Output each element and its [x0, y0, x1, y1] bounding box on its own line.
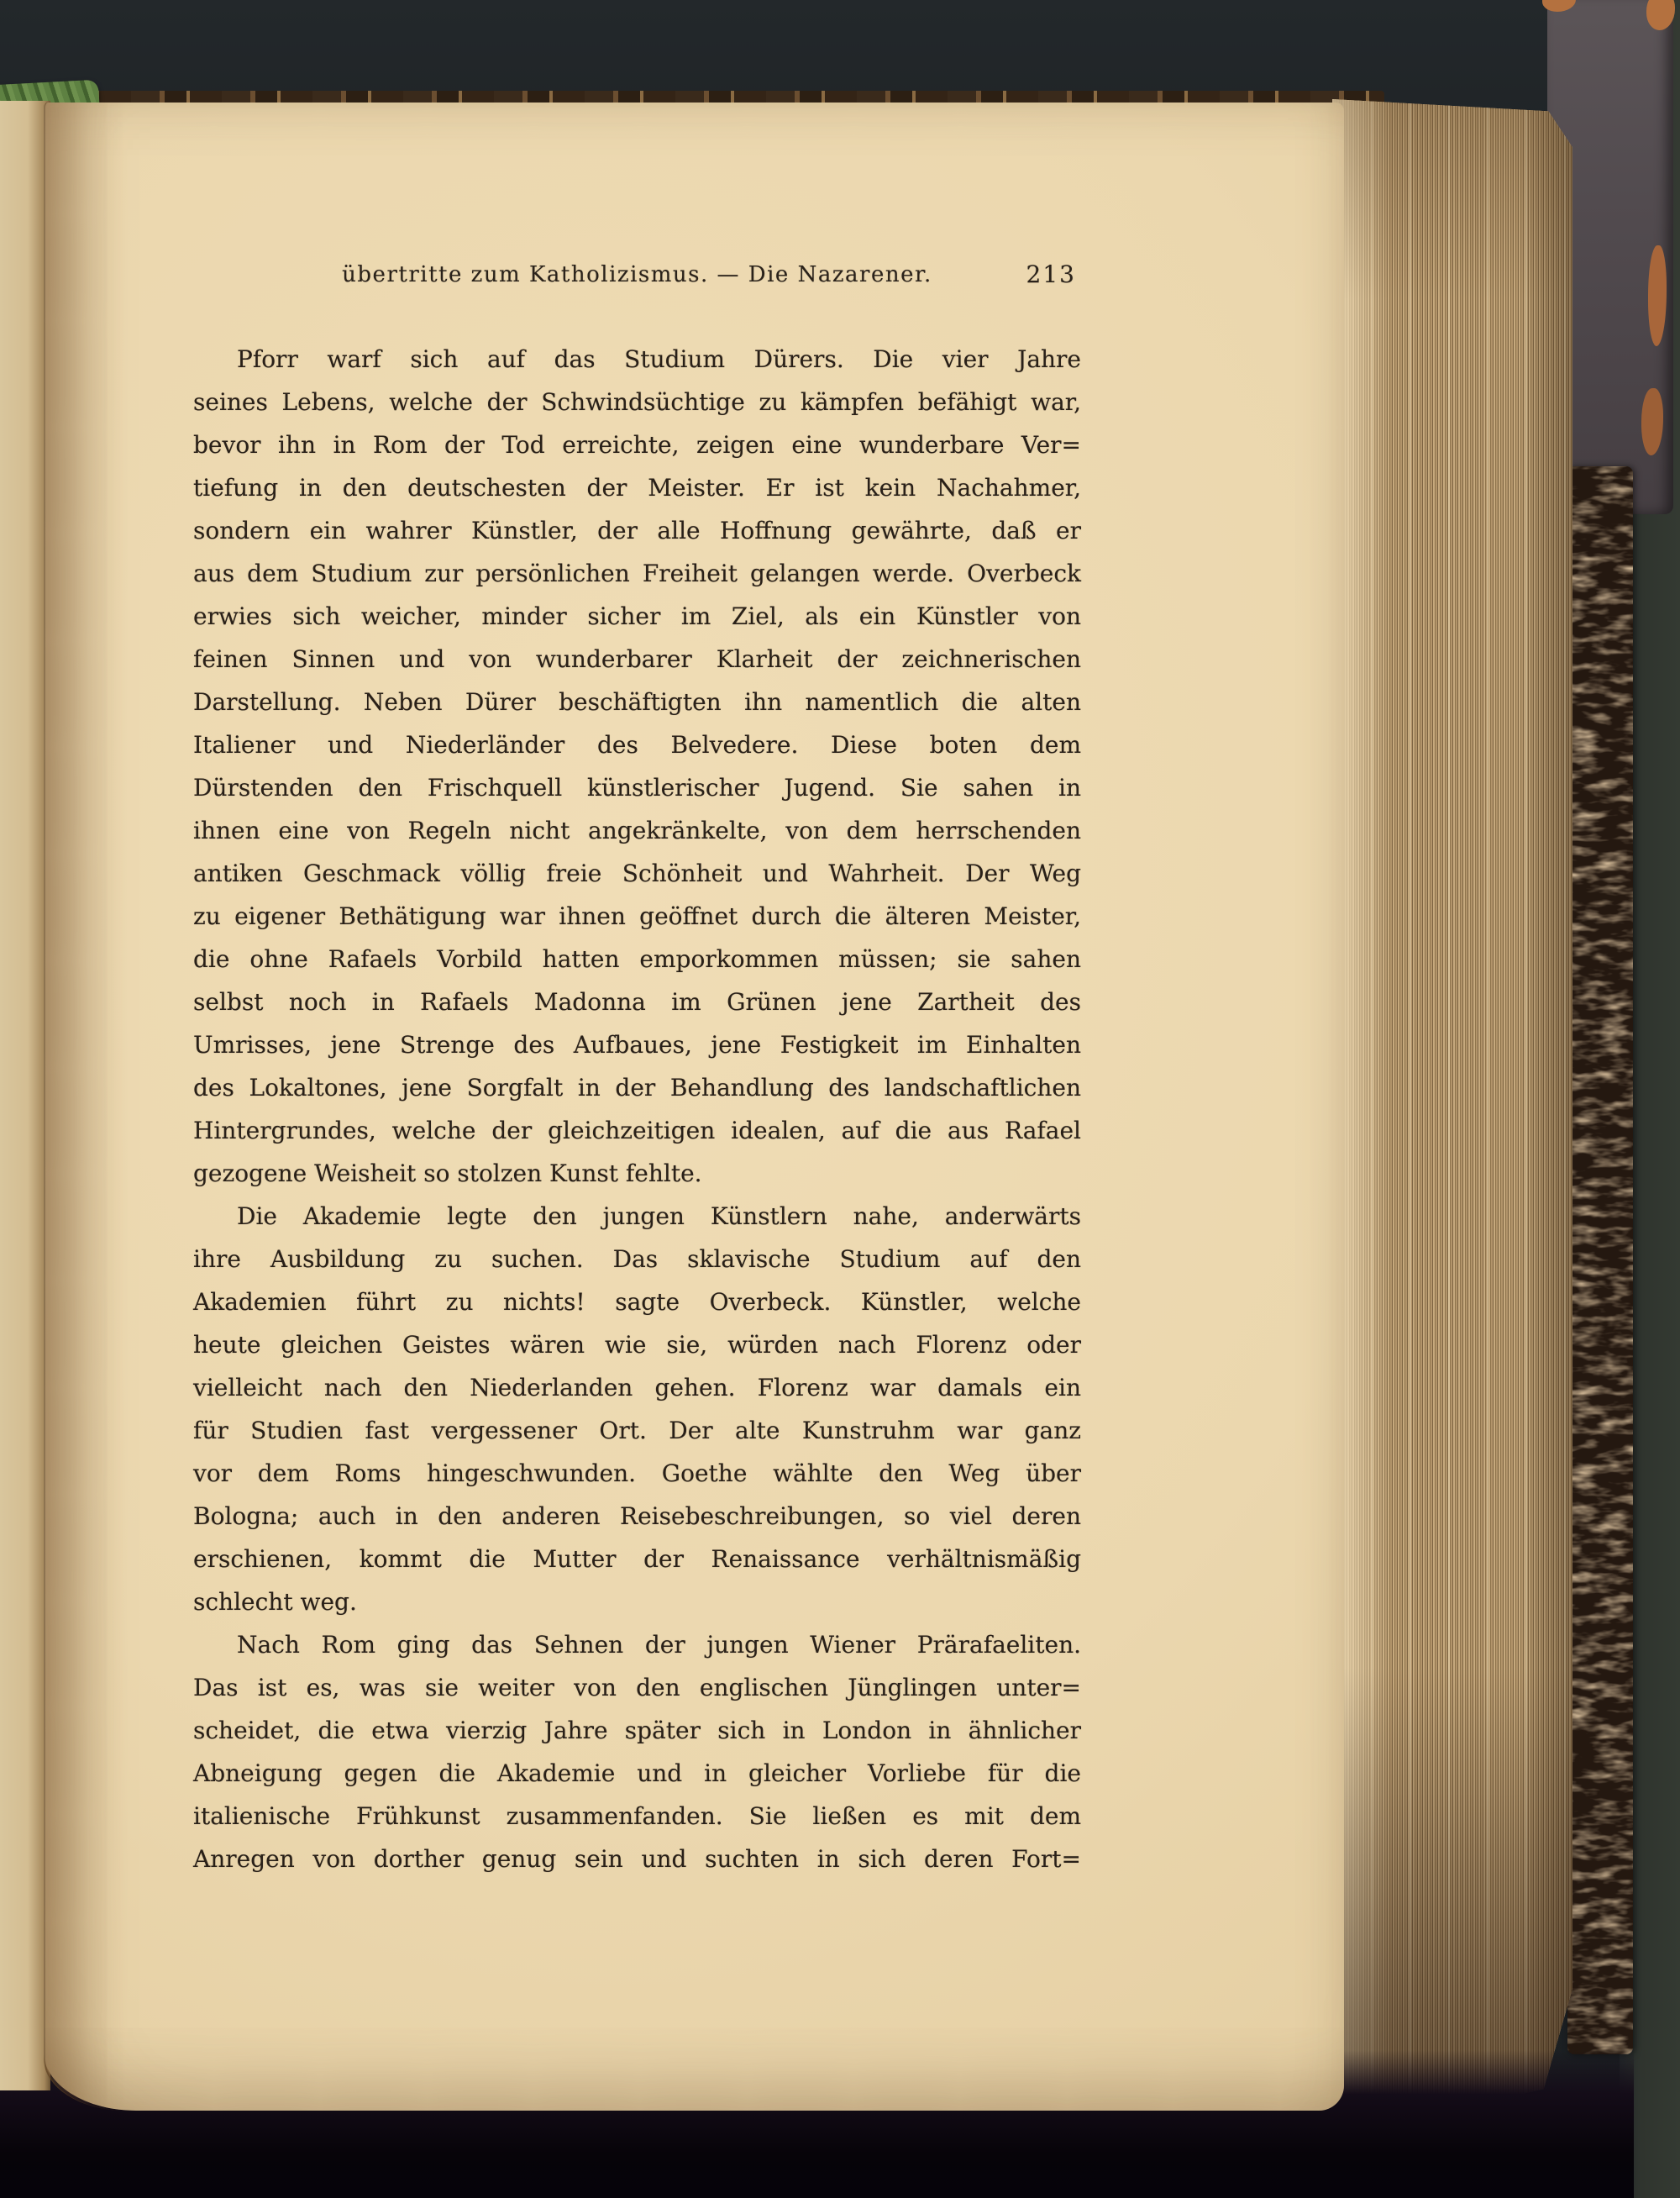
text-line: tiefung in den deutschesten der Meister. Er ist kein Nachahmer, [193, 474, 1081, 502]
running-header [193, 262, 1081, 299]
text-line: sondern ein wahrer Künstler, der alle Hoffnung gewährte, daß er [193, 517, 1081, 544]
text-line: ihnen eine von Regeln nicht angekränkelte, von dem herrschenden [193, 817, 1081, 844]
torn-leather-patch [1646, 0, 1675, 30]
gutter-shadow [44, 103, 125, 2111]
text-line: die ohne Rafaels Vorbild hatten emporkommen müssen; sie sahen [193, 945, 1081, 973]
left-page-sliver [0, 101, 50, 2090]
text-line: scheidet, die etwa vierzig Jahre später sich in London in ähnlicher [193, 1717, 1081, 1744]
text-line: Die Akademie legte den jungen Künstlern nahe, anderwärts [237, 1202, 1081, 1230]
text-block [193, 338, 1081, 1880]
text-line: Umrisses, jene Strenge des Aufbaues, jene Festigkeit im Einhalten [193, 1031, 1081, 1059]
text-line: seines Lebens, welche der Schwindsüchtige zu kämpfen befähigt war, [193, 388, 1081, 416]
torn-leather-patch [1648, 245, 1667, 346]
text-line: Italiener und Niederländer des Belvedere. Diese boten dem [193, 731, 1081, 759]
text-line: Hintergrundes, welche der gleichzeitigen idealen, auf die aus Rafael [193, 1117, 1081, 1144]
text-line: gezogene Weisheit so stolzen Kunst fehlte. [193, 1159, 702, 1187]
text-line: Dürstenden den Frischquell künstlerischer Jugend. Sie sahen in [193, 774, 1081, 802]
text-line: Anregen von dorther genug sein und suchten in sich deren Fort= [193, 1845, 1081, 1873]
paragraph [193, 1623, 1081, 1880]
text-line: erwies sich weicher, minder sicher im Ziel, als ein Künstler von [193, 602, 1081, 630]
text-line: aus dem Studium zur persönlichen Freiheit gelangen werde. Overbeck [193, 560, 1081, 587]
page-number: 213 [1026, 260, 1076, 288]
text-line: Darstellung. Neben Dürer beschäftigten ihn namentlich die alten [193, 688, 1081, 716]
text-line: italienische Frühkunst zusammenfanden. Sie ließen es mit dem [193, 1802, 1081, 1830]
fore-edge-page-stack [1332, 99, 1572, 2109]
text-line: Pforr warf sich auf das Studium Dürers. Die vier Jahre [237, 345, 1081, 373]
text-line: ihre Ausbildung zu suchen. Das sklavische Studium auf den [193, 1245, 1081, 1273]
text-line: vielleicht nach den Niederlanden gehen. Florenz war damals ein [193, 1374, 1081, 1401]
text-line: vor dem Roms hingeschwunden. Goethe wählte den Weg über [193, 1459, 1081, 1487]
text-line: Akademien führt zu nichts! sagte Overbeck. Künstler, welche [193, 1288, 1081, 1316]
paragraph [193, 338, 1081, 1195]
torn-leather-patch [1542, 0, 1576, 12]
text-line: des Lokaltones, jene Sorgfalt in der Behandlung des landschaftlichen [193, 1074, 1081, 1102]
text-line: schlecht weg. [193, 1588, 357, 1616]
running-title: übertritte zum Katholizismus. — Die Nazarener. [342, 262, 932, 287]
leather-cover-texture [1567, 466, 1633, 2054]
text-line: Abneigung gegen die Akademie und in gleicher Vorliebe für die [193, 1759, 1081, 1787]
text-line: bevor ihn in Rom der Tod erreichte, zeigen eine wunderbare Ver= [193, 431, 1081, 459]
text-line: für Studien fast vergessener Ort. Der alte Kunstruhm war ganz [193, 1417, 1081, 1444]
text-line: Bologna; auch in den anderen Reisebeschreibungen, so viel deren [193, 1502, 1081, 1530]
text-line: Nach Rom ging das Sehnen der jungen Wiener Prärafaeliten. [237, 1631, 1081, 1659]
text-line: selbst noch in Rafaels Madonna im Grünen jene Zartheit des [193, 988, 1081, 1016]
text-line: Das ist es, was sie weiter von den englischen Jünglingen unter= [193, 1674, 1081, 1701]
paragraph [193, 1195, 1081, 1623]
book-page [44, 103, 1344, 2111]
leather-cover-strip [1567, 466, 1633, 2054]
text-line: antiken Geschmack völlig freie Schönheit und Wahrheit. Der Weg [193, 860, 1081, 887]
torn-leather-patch [1641, 388, 1663, 455]
text-line: feinen Sinnen und von wunderbarer Klarheit der zeichnerischen [193, 645, 1081, 673]
text-line: zu eigener Bethätigung war ihnen geöffnet durch die älteren Meister, [193, 902, 1081, 930]
fore-edge-shading [1332, 99, 1572, 2109]
text-line: heute gleichen Geistes wären wie sie, würden nach Florenz oder [193, 1331, 1081, 1359]
text-line: erschienen, kommt die Mutter der Renaissance verhältnismäßig [193, 1545, 1081, 1573]
